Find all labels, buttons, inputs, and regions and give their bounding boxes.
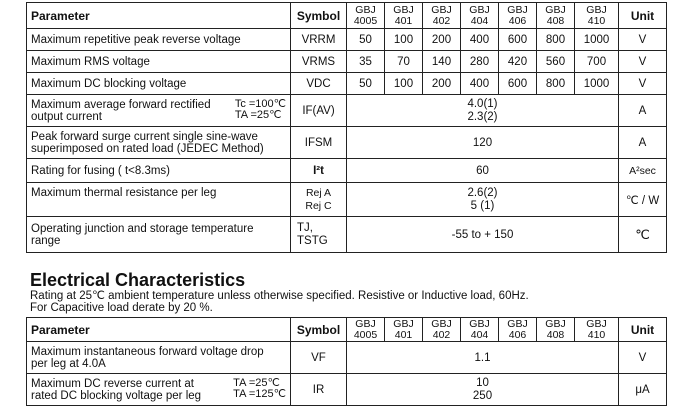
parameter-header: Parameter	[27, 3, 291, 29]
model-header: GBJ 406	[499, 318, 537, 342]
param-cell: Peak forward surge current single sine-wave superimposed on rated load (JEDEC Method)	[27, 127, 291, 159]
value-cell: 200	[423, 73, 461, 95]
param-cell: Operating junction and storage temperature range	[27, 217, 291, 253]
parameter-header: Parameter	[27, 318, 291, 342]
ifav-row	[27, 95, 667, 127]
value-cell: 1000	[575, 29, 619, 51]
value-cell: 400	[461, 29, 499, 51]
electrical-table	[26, 317, 667, 406]
header-row	[27, 318, 667, 342]
model-header: GBJ 4005	[347, 3, 385, 29]
symbol-header: Symbol	[291, 318, 347, 342]
param-cell: Maximum instantaneous forward voltage drop per leg at 4.0A	[27, 342, 291, 374]
value-cell: 2.6(2) 5 (1)	[347, 183, 619, 217]
model-header: GBJ 408	[537, 318, 575, 342]
derate-note: For Capacitive load derate by 20 %.	[30, 302, 213, 314]
symbol-cell: VRMS	[291, 51, 347, 73]
symbol-cell: I²t	[291, 159, 347, 183]
value-cell: 140	[423, 51, 461, 73]
value-cell: 600	[499, 73, 537, 95]
param-cell: Maximum RMS voltage	[27, 51, 291, 73]
value-cell: 800	[537, 29, 575, 51]
model-header: GBJ 401	[385, 318, 423, 342]
value-cell: 400	[461, 73, 499, 95]
param-cell: Rating for fusing ( t<8.3ms)	[27, 159, 291, 183]
vdc-row	[27, 73, 667, 95]
param-cell: Maximum DC blocking voltage	[27, 73, 291, 95]
value-cell: 1.1	[347, 342, 619, 374]
vrms-row	[27, 51, 667, 73]
param-cell: Maximum repetitive peak reverse voltage	[27, 29, 291, 51]
i2t-row	[27, 159, 667, 183]
rating-note: Rating at 25℃ ambient temperature unless otherwise specified. Resistive or Inductive load, 60Hz.	[30, 290, 529, 302]
value-cell: 100	[385, 73, 423, 95]
value-cell: 120	[347, 127, 619, 159]
symbol-cell: VDC	[291, 73, 347, 95]
unit-cell: ℃ / W	[619, 183, 667, 217]
value-cell: 4.0(1) 2.3(2)	[347, 95, 619, 127]
value-cell: 1000	[575, 73, 619, 95]
unit-cell: A²sec	[619, 159, 667, 183]
value-cell: 200	[423, 29, 461, 51]
symbol-cell: Rej A Rej C	[291, 183, 347, 217]
header-row	[27, 3, 667, 29]
model-header: GBJ 410	[575, 318, 619, 342]
unit-cell: V	[619, 29, 667, 51]
thermal-row	[27, 183, 667, 217]
symbol-cell: TJ, TSTG	[291, 217, 347, 253]
symbol-cell: IFSM	[291, 127, 347, 159]
model-header: GBJ 401	[385, 3, 423, 29]
unit-cell: A	[619, 127, 667, 159]
symbol-cell: VF	[291, 342, 347, 374]
ir-row	[27, 374, 667, 406]
param-cell: Maximum thermal resistance per leg	[27, 183, 291, 217]
model-header: GBJ 404	[461, 3, 499, 29]
value-cell: -55 to + 150	[347, 217, 619, 253]
symbol-cell: VRRM	[291, 29, 347, 51]
unit-cell: V	[619, 51, 667, 73]
model-header: GBJ 408	[537, 3, 575, 29]
model-header: GBJ 4005	[347, 318, 385, 342]
param-cell: Maximum average forward rectified output current Tc =100℃ TA =25℃	[27, 95, 291, 127]
value-cell: 800	[537, 73, 575, 95]
value-cell: 100	[385, 29, 423, 51]
symbol-cell: IF(AV)	[291, 95, 347, 127]
unit-cell: V	[619, 342, 667, 374]
value-cell: 280	[461, 51, 499, 73]
value-cell: 50	[347, 29, 385, 51]
model-header: GBJ 410	[575, 3, 619, 29]
temperature-row	[27, 217, 667, 253]
vf-row	[27, 342, 667, 374]
value-cell: 50	[347, 73, 385, 95]
unit-cell: A	[619, 95, 667, 127]
value-cell: 60	[347, 159, 619, 183]
value-cell: 560	[537, 51, 575, 73]
unit-header: Unit	[619, 3, 667, 29]
value-cell: 700	[575, 51, 619, 73]
value-cell: 35	[347, 51, 385, 73]
section-title: Electrical Characteristics	[30, 270, 246, 290]
unit-cell: μA	[619, 374, 667, 406]
symbol-header: Symbol	[291, 3, 347, 29]
model-header: GBJ 404	[461, 318, 499, 342]
value-cell: 600	[499, 29, 537, 51]
max-ratings-table	[26, 2, 667, 253]
value-cell: 420	[499, 51, 537, 73]
unit-cell: V	[619, 73, 667, 95]
value-cell: 70	[385, 51, 423, 73]
param-cell: Maximum DC reverse current at rated DC blocking voltage per leg TA =25℃ TA =125℃	[27, 374, 291, 406]
symbol-cell: IR	[291, 374, 347, 406]
model-header: GBJ 402	[423, 318, 461, 342]
vrrm-row	[27, 29, 667, 51]
value-cell: 10 250	[347, 374, 619, 406]
model-header: GBJ 406	[499, 3, 537, 29]
ifsm-row	[27, 127, 667, 159]
unit-cell: ℃	[619, 217, 667, 253]
unit-header: Unit	[619, 318, 667, 342]
model-header: GBJ 402	[423, 3, 461, 29]
